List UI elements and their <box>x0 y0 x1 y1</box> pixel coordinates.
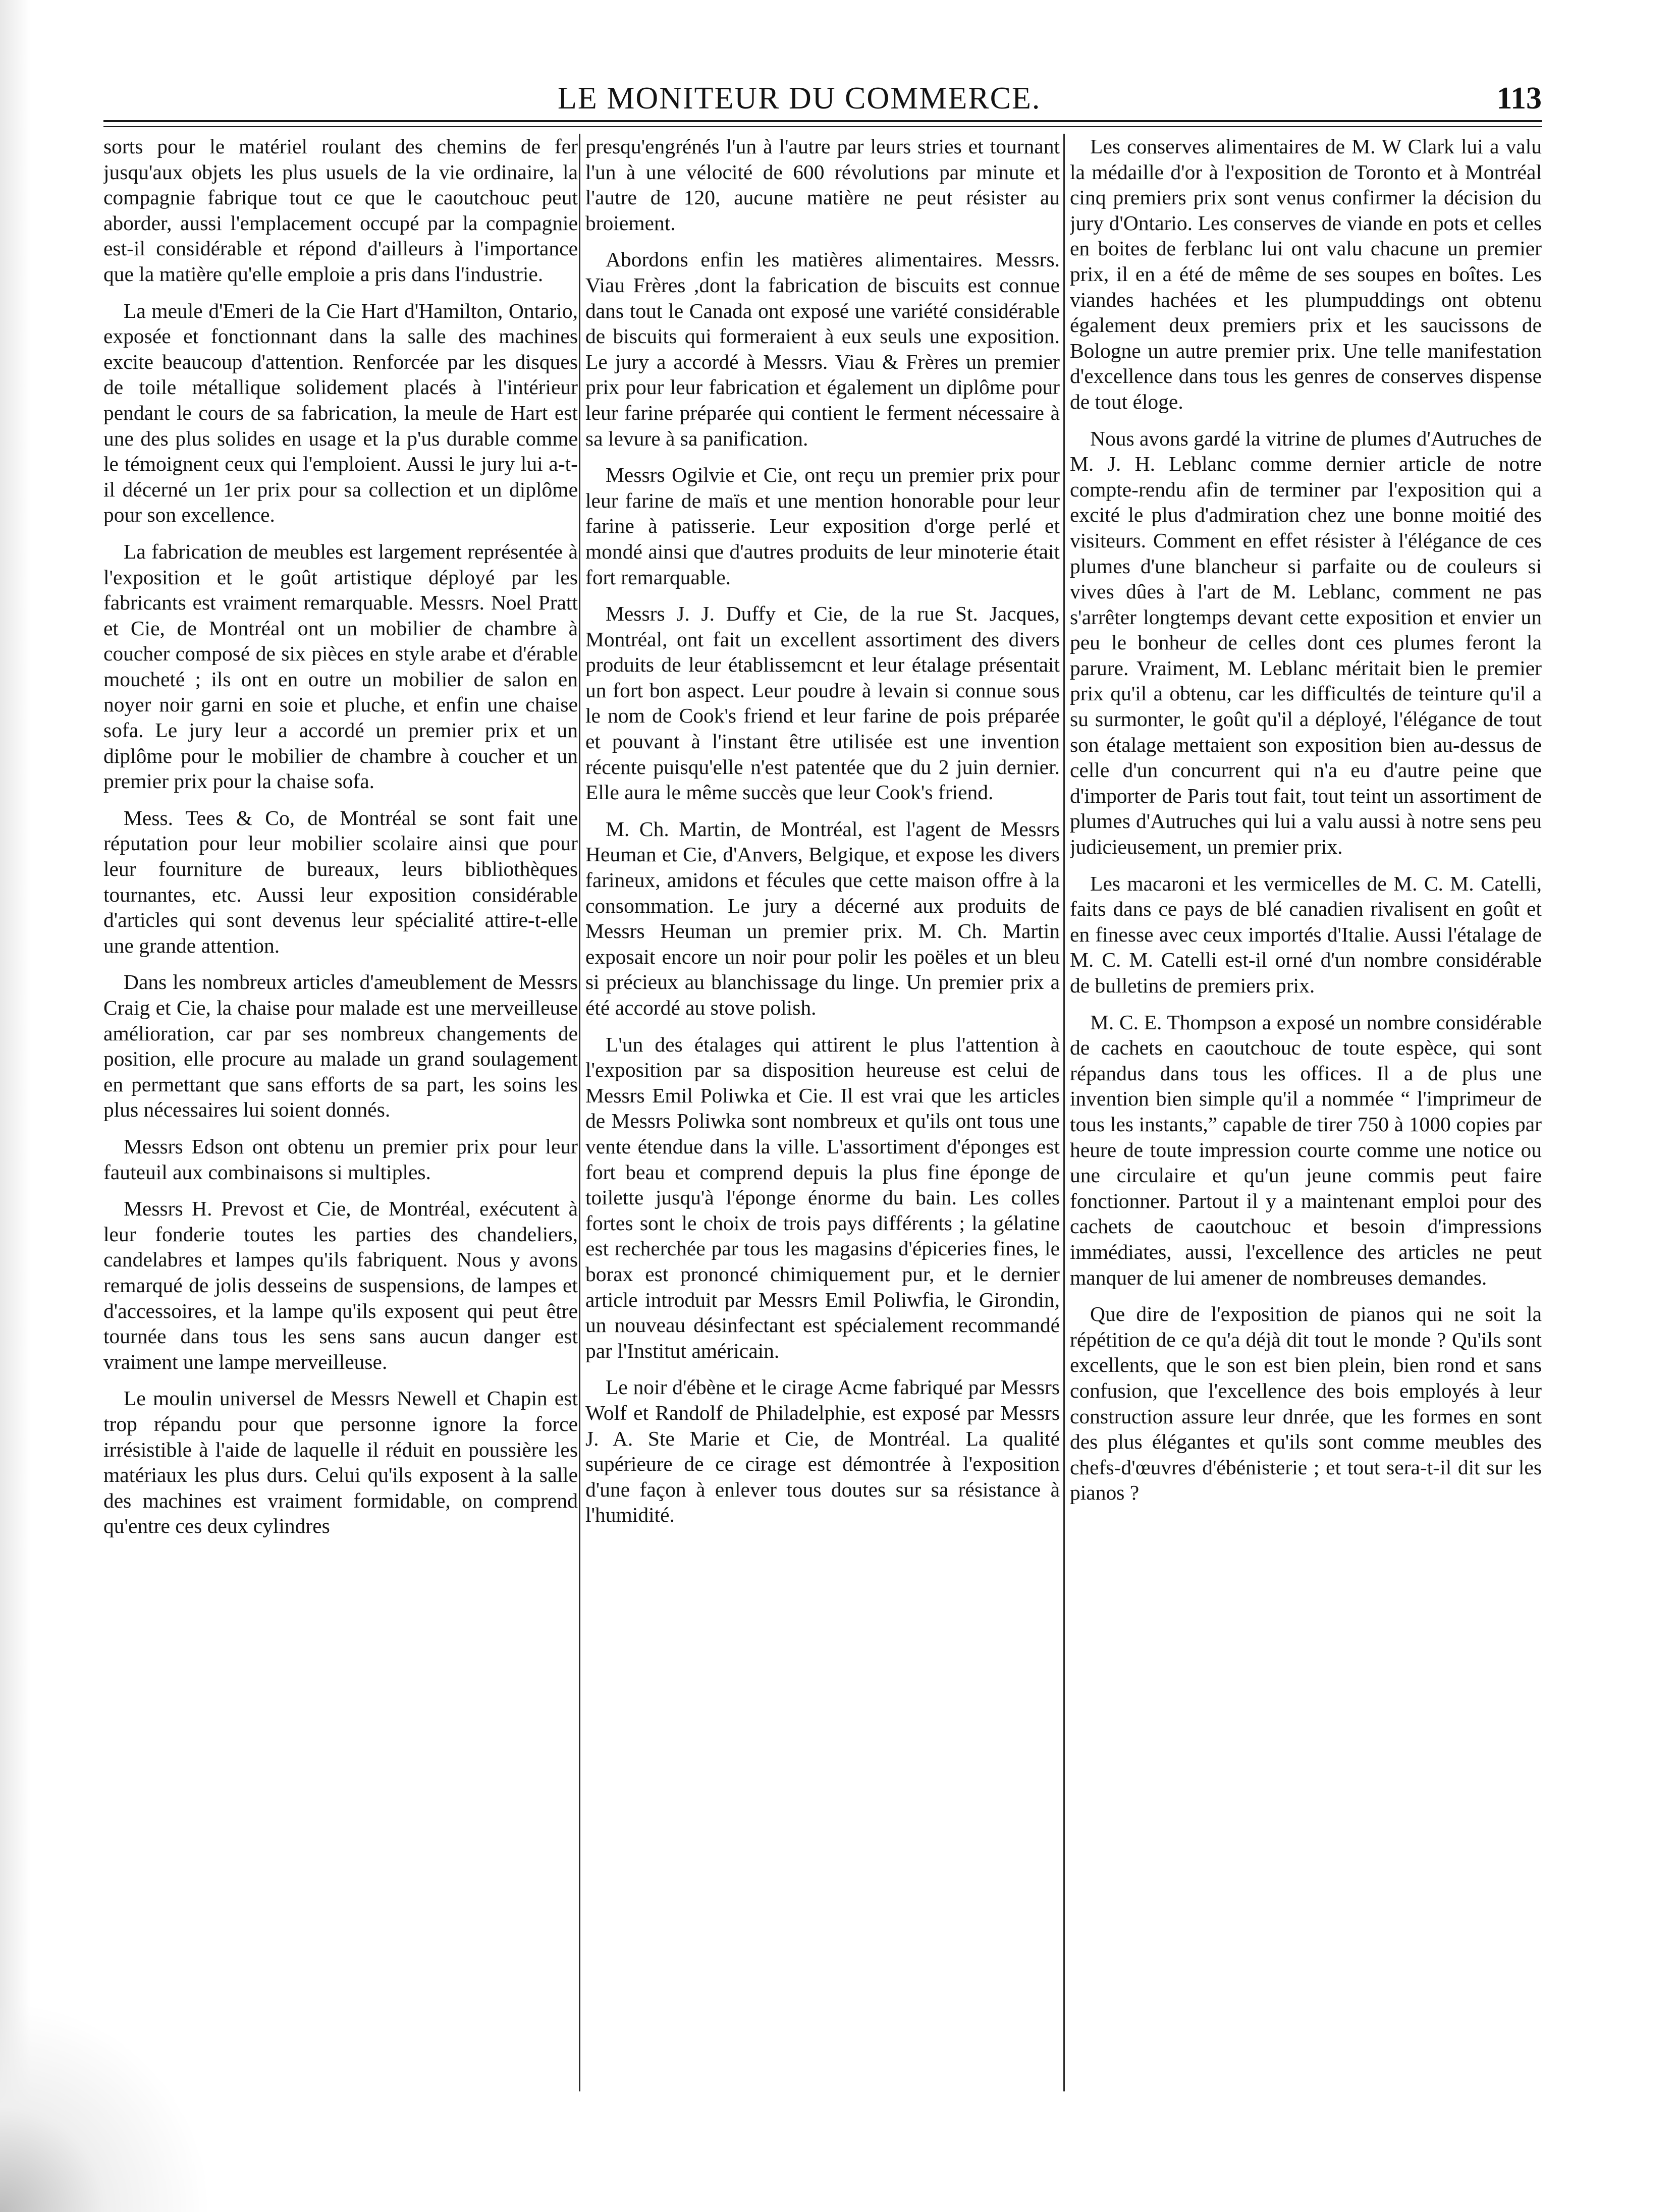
paragraph: sorts pour le matériel roulant des chemins de fer jusqu'aux objets les plus usuels de la vie ordinaire, la compagnie fabrique tout ce que le caoutchouc peut aborder, aussi l'emplacement occupé par la compagnie est-il considérable et répond d'ailleurs à l'importance que la matière qu'elle emploie a pris dans l'industrie. <box>103 135 578 286</box>
text-column-3 <box>1070 134 1542 2091</box>
publication-title: LE MONITEUR DU COMMERCE. <box>558 81 1041 116</box>
paragraph: Le noir d'ébène et le cirage Acme fabriqué par Messrs Wolf et Randolf de Philadelphie, est exposé par Messrs J. A. Ste Marie et Cie, de Montréal. La qualité supérieure de ce cirage est démontrée à l'exposition d'une façon à enlever tous doutes sur sa résistance à l'humidité. <box>585 1375 1060 1527</box>
column-divider <box>579 134 580 2091</box>
paragraph: Messrs Edson ont obtenu un premier prix pour leur fauteuil aux combinaisons si multiples. <box>103 1134 578 1184</box>
paragraph: M. C. E. Thompson a exposé un nombre considérable de cachets en caoutchouc de toute espèce, qui sont répandus dans tous les offices. Il a de plus une invention bien simple qu'il a nommée “ l'imprimeur de tous les instants,” capable de tirer 750 à 1000 copies par heure de toute impression courte comme une notice ou une circulaire et qu'un jeune commis peut faire fonctionner. Partout il y a maintenant emploi pour des cachets de caoutchouc et besoin d'impressions immédiates, aussi, l'excellence des articles ne peut manquer de lui amener de nombreuses demandes. <box>1070 1010 1542 1289</box>
header-rule-thin <box>103 126 1542 127</box>
paragraph: Nous avons gardé la vitrine de plumes d'Autruches de M. J. H. Leblanc comme dernier article de notre compte-rendu afin de terminer par l'exposition qui a excité le plus d'admiration chez une bonne moitié des visiteurs. Comment en effet résister à l'élégance de ces plumes d'une blancheur si parfaite ou de couleurs si vives dûes à l'art de M. Leblanc, comment ne pas s'arrêter longtemps devant cette exposition et envier un peu le bonheur de celles dont ces plumes feront la parure. Vraiment, M. Leblanc méritait bien le premier prix qu'il a obtenu, car les difficultés de teinture qu'il a su surmonter, le goût qu'il a déployé, l'élégance de tout son étalage mettaient son exposition bien au-dessus de celle d'un concurrent qui n'a eu d'autre peine que d'importer de Paris tout fait, tout teint un assortiment de plumes d'Autruches qui lui a valu aussi à notre sens peu judicieusement, un premier prix. <box>1070 426 1542 859</box>
paragraph: presqu'engrénés l'un à l'autre par leurs stries et tournant l'un à une vélocité de 600 révolutions par minute et l'autre de 120, aucune matière ne peut résister au broiement. <box>585 135 1060 235</box>
paragraph: Abordons enfin les matières alimentaires. Messrs. Viau Frères ,dont la fabrication de biscuits est connue dans tout le Canada ont exposé une variété considérable de biscuits qui formeraient à eux seuls une exposition. Le jury a accordé à Messrs. Viau & Frères un premier prix pour leur fabrication et également un diplôme pour leur farine préparée qui contient le ferment nécessaire à sa levure à sa panification. <box>585 248 1060 450</box>
paragraph: Les macaroni et les vermicelles de M. C. M. Catelli, faits dans ce pays de blé canadien rivalisent en goût et en finesse avec ceux importés d'Italie. Aussi l'étalage de M. C. M. Catelli est-il orné d'un nombre considérable de bulletins de premiers prix. <box>1070 871 1542 997</box>
paragraph: Messrs H. Prevost et Cie, de Montréal, exécutent à leur fonderie toutes les parties des chandeliers, candelabres et lampes qu'ils fabriquent. Nous y avons remarqué de jolis desseins de suspensions, de lampes et d'accessoires, et la lampe qu'ils exposent qui peut être tournée dans tous les sens sans aucun danger est vraiment une lampe merveilleuse. <box>103 1197 578 1373</box>
text-column-2 <box>585 134 1060 2091</box>
page-edge-shadow <box>0 0 30 2212</box>
paragraph: Que dire de l'exposition de pianos qui ne soit la répétition de ce qu'a déjà dit tout le monde ? Qu'ils sont excellents, que le son est bien plein, bien rond et sans confusion, que l'excellence des bois employés à leur construction assure leur dnrée, que les formes en sont des plus élégantes et qu'ils sont comme meubles des chefs-d'œuvres d'ébénisterie ; et tout sera-t-il dit sur les pianos ? <box>1070 1302 1542 1505</box>
header-rule-thick <box>103 120 1542 122</box>
paragraph: Le moulin universel de Messrs Newell et Chapin est trop répandu pour que personne ignore la force irrésistible à l'aide de laquelle il réduit en poussière les matériaux les plus durs. Celui qu'ils exposent à la salle des machines est vraiment formidable, on comprend qu'entre ces deux cylindres <box>103 1387 578 1538</box>
paragraph: Messrs J. J. Duffy et Cie, de la rue St. Jacques, Montréal, ont fait un excellent assortiment des divers produits de leur établissemcnt et leur étalage présentait un fort bon aspect. Leur poudre à levain si connue sous le nom de Cook's friend et leur farine de pois préparée et pouvant à l'instant être utilisée est une invention récente puisqu'elle n'est patentée que du 2 juin dernier. Elle aura le même succès que leur Cook's friend. <box>585 602 1060 804</box>
paragraph: La meule d'Emeri de la Cie Hart d'Hamilton, Ontario, exposée et fonctionnant dans la salle des machines excite beaucoup d'attention. Renforcée par les disques de toile métallique solidement placés à l'intérieur pendant le cours de sa fabrication, la meule de Hart est une des plus solides en usage et la p'us durable comme le témoignent ceux qui l'emploient. Aussi le jury lui a-t-il décerné un 1er prix pour sa collection et un diplôme pour son excellence. <box>103 299 578 527</box>
paragraph: L'un des étalages qui attirent le plus l'attention à l'exposition par sa disposition heureuse est celui de Messrs Emil Poliwka et Cie. Il est vrai que les articles de Messrs Poliwka sont nombreux et qu'ils ont tous une vente étendue dans la ville. L'assortiment d'éponges est fort beau et comprend depuis la plus fine éponge de toilette jusqu'à l'éponge énorme du bain. Les colles fortes sont le choix de trois pays différents ; la gélatine est recherchée par tous les magasins d'épiceries fines, le borax est prononcé chimiquement pur, et le dernier article introduit par Messrs Emil Poliwfia, le Girondin, un nouveau désinfectant est spécialement recommandé par l'Institut américain. <box>585 1032 1060 1362</box>
column-divider <box>1063 134 1065 2091</box>
page-header <box>103 81 1542 126</box>
paragraph: La fabrication de meubles est largement représentée à l'exposition et le goût artistique déployé par les fabricants est vraiment remarquable. Messrs. Noel Pratt et Cie, de Montréal ont un mobilier de chambre à coucher composé de six pièces en style arabe et d'érable moucheté ; ils ont en outre un mobilier de salon en noyer noir garni en soie et pluche, et enfin une chaise sofa. Le jury leur a accordé un premier prix et un diplôme pour le mobilier de chambre à coucher et un premier prix pour la chaise sofa. <box>103 539 578 793</box>
paragraph: Mess. Tees & Co, de Montréal se sont fait une réputation pour leur mobilier scolaire ainsi que pour leur fourniture de bureaux, leurs bibliothèques tournantes, etc. Aussi leur exposition considérable d'articles qui sont devenus leur spécialité attire-t-elle une grande attention. <box>103 806 578 957</box>
paragraph: M. Ch. Martin, de Montréal, est l'agent de Messrs Heuman et Cie, d'Anvers, Belgique, et expose les divers farineux, amidons et fécules que cette maison offre à la consommation. Le jury a décerné aux produits de Messrs Heuman un premier prix. M. Ch. Martin exposait encore un noir pour polir les poëles et un bleu si précieux au blanchissage du linge. Un premier prix a été accordé au stove polish. <box>585 817 1060 1019</box>
page-number: 113 <box>1496 81 1542 116</box>
paragraph: Les conserves alimentaires de M. W Clark lui a valu la médaille d'or à l'exposition de Toronto et à Montréal cinq premiers prix sont venus confirmer la décision du jury d'Ontario. Les conserves de viande en pots et celles en boites de ferblanc lui ont valu chacune un premier prix, il en a été de même de ses soupes en boîtes. Les viandes hachées et les plumpuddings ont obtenu également deux premiers prix et les saucissons de Bologne un autre premier prix. Une telle manifestation d'excellence dans tous les genres de conserves dispense de tout éloge. <box>1070 135 1542 413</box>
paragraph: Dans les nombreux articles d'ameublement de Messrs Craig et Cie, la chaise pour malade est une merveilleuse amélioration, car par ses nombreux changements de position, elle procure au malade un grand soulagement en permettant que sans efforts de sa part, les soins les plus nécessaires lui soient donnés. <box>103 970 578 1122</box>
text-column-1 <box>103 134 578 2091</box>
paragraph: Messrs Ogilvie et Cie, ont reçu un premier prix pour leur farine de maïs et une mention honorable pour leur farine à patisserie. Leur exposition d'orge perlé et mondé ainsi que d'autres produits de leur minoterie était fort remarquable. <box>585 463 1060 589</box>
